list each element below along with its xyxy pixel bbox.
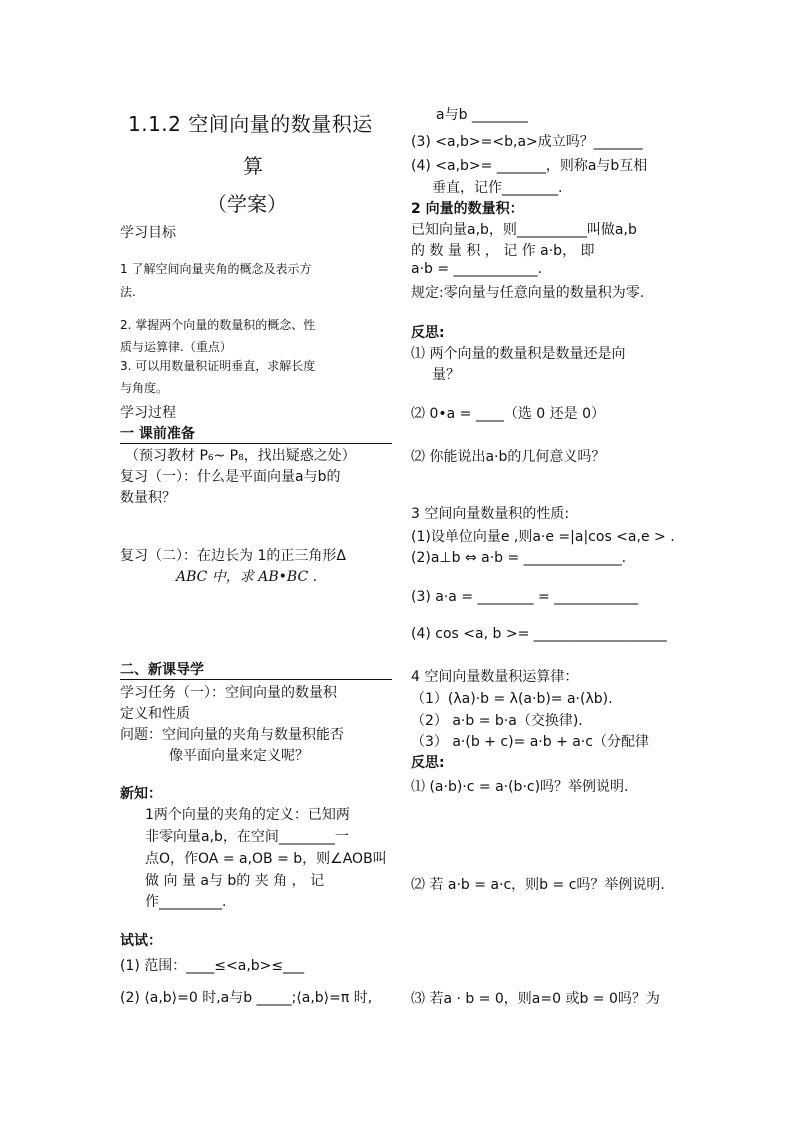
objective-3-cont: 与角度。 [120, 381, 169, 395]
reflect-2-heading: 反思: [411, 755, 445, 771]
angle-definition-5: 作_________. [145, 894, 227, 910]
page-title-continued: 算 [243, 154, 263, 178]
try-parallel: (2) ⟨a,b⟩=0 时,a与b _____;⟨a,b⟩=π 时, [120, 990, 373, 1006]
angle-definition-4: 做 向 量 a与 b的 夹 角 ， 记 [145, 873, 325, 889]
reflect-2-q3: ⑶ 若a · b = 0，则a=0 或b = 0吗？为 [411, 991, 660, 1007]
laws-heading: 4 空间向量数量积运算律： [411, 669, 579, 685]
r-q4-cont: 垂直，记作________. [432, 180, 563, 196]
dot-product-def-3: a·b = ____________. [411, 261, 542, 277]
question-cont: 像平面向量来定义呢？ [169, 748, 309, 764]
r-line-1: a与b ________ [436, 107, 528, 123]
property-2: (2)a⊥b ⇔ a·b = ______________. [411, 550, 627, 566]
prep-note: （预习教材 P₆~ P₈，找出疑惑之处） [125, 448, 356, 464]
review-2-cont: ABC 中，求 AB•BC . [176, 569, 318, 585]
objective-3: 3. 可以用数量积证明垂直，求解长度 [120, 359, 316, 373]
r-q3: (3) <a,b>=<b,a>成立吗？_______ [411, 134, 643, 150]
try-heading: 试试： [120, 933, 162, 949]
try-range: (1) 范围：____≤<a,b>≤___ [120, 958, 305, 974]
reflect-1-heading: 反思: [411, 325, 445, 341]
law-2: （2） a·b = b·a（交换律). [411, 713, 583, 729]
task-1: 学习任务（一）：空间向量的数量积 [120, 685, 337, 701]
page-subtitle: （学案） [207, 192, 287, 216]
objective-1-cont: 法. [120, 285, 136, 299]
reflect-2-q1: ⑴ (a·b)·c = a·(b·c)吗？举例说明. [411, 779, 629, 795]
reflect-1-q1: ⑴ 两个向量的数量积是数量还是向 [411, 346, 626, 362]
objective-2-cont: 质与运算律.（重点） [120, 340, 232, 354]
property-3: (3) a·a = ________ = ____________ [411, 589, 639, 605]
angle-definition: 1两个向量的夹角的定义：已知两 [145, 807, 350, 823]
objective-1: 1 了解空间向量夹角的概念及表示方 [120, 262, 312, 276]
angle-definition-2: 非零向量a,b，在空间________一 [145, 829, 349, 845]
angle-definition-3: 点O，作OA = a,OB = b，则∠AOB叫 [145, 851, 387, 867]
review-1-cont: 数量积？ [120, 490, 176, 506]
dot-product-def: 已知向量a,b，则__________叫做a,b [411, 222, 637, 238]
rule: 规定:零向量与任意向量的数量积为零. [411, 285, 645, 301]
property-4: (4) cos <a, b >= ___________________ [411, 626, 667, 642]
r-q4: (4) <a,b>= _______，则称a与b互相 [411, 158, 648, 174]
new-knowledge-heading: 新知： [120, 786, 162, 802]
reflect-1-q3: ⑵ 你能说出a·b的几何意义吗？ [411, 449, 606, 465]
question: 问题：空间向量的夹角与数量积能否 [120, 727, 344, 743]
law-1: （1）(λa)·b = λ(a·b)= a·(λb). [411, 691, 613, 707]
properties-heading: 3 空间向量数量积的性质: [411, 506, 570, 522]
review-1: 复习（一）：什么是平面向量a与b的 [120, 469, 341, 485]
task-1-cont: 定义和性质 [120, 706, 190, 722]
objective-2: 2. 掌握两个向量的数量积的概念、性 [120, 318, 316, 332]
dot-product-heading: 2 向量的数量积： [411, 201, 524, 217]
law-3: （3） a·(b + c)= a·b + a·c（分配律 [411, 734, 649, 750]
page-title: 1.1.2 空间向量的数量积运 [128, 112, 373, 136]
reflect-2-q2: ⑵ 若 a·b = a·c，则b = c吗？举例说明. [411, 877, 665, 893]
prep-heading: 一 课前准备 [120, 423, 392, 444]
reflect-1-q1-cont: 量？ [432, 367, 460, 383]
reflect-1-q2: ⑵ 0•a = ____（选 0 还是 0） [411, 406, 605, 422]
review-2: 复习（二）：在边长为 1的正三角形Δ [120, 548, 346, 564]
dot-product-def-2: 的 数 量 积 ， 记 作 a·b， 即 [411, 243, 595, 259]
property-1: (1)设单位向量e ,则a·e =|a|cos <a,e > . [411, 529, 675, 545]
objectives-heading: 学习目标 [120, 225, 176, 241]
new-lesson-heading: 二、新课导学 [120, 659, 392, 680]
process-heading: 学习过程 [120, 405, 176, 421]
